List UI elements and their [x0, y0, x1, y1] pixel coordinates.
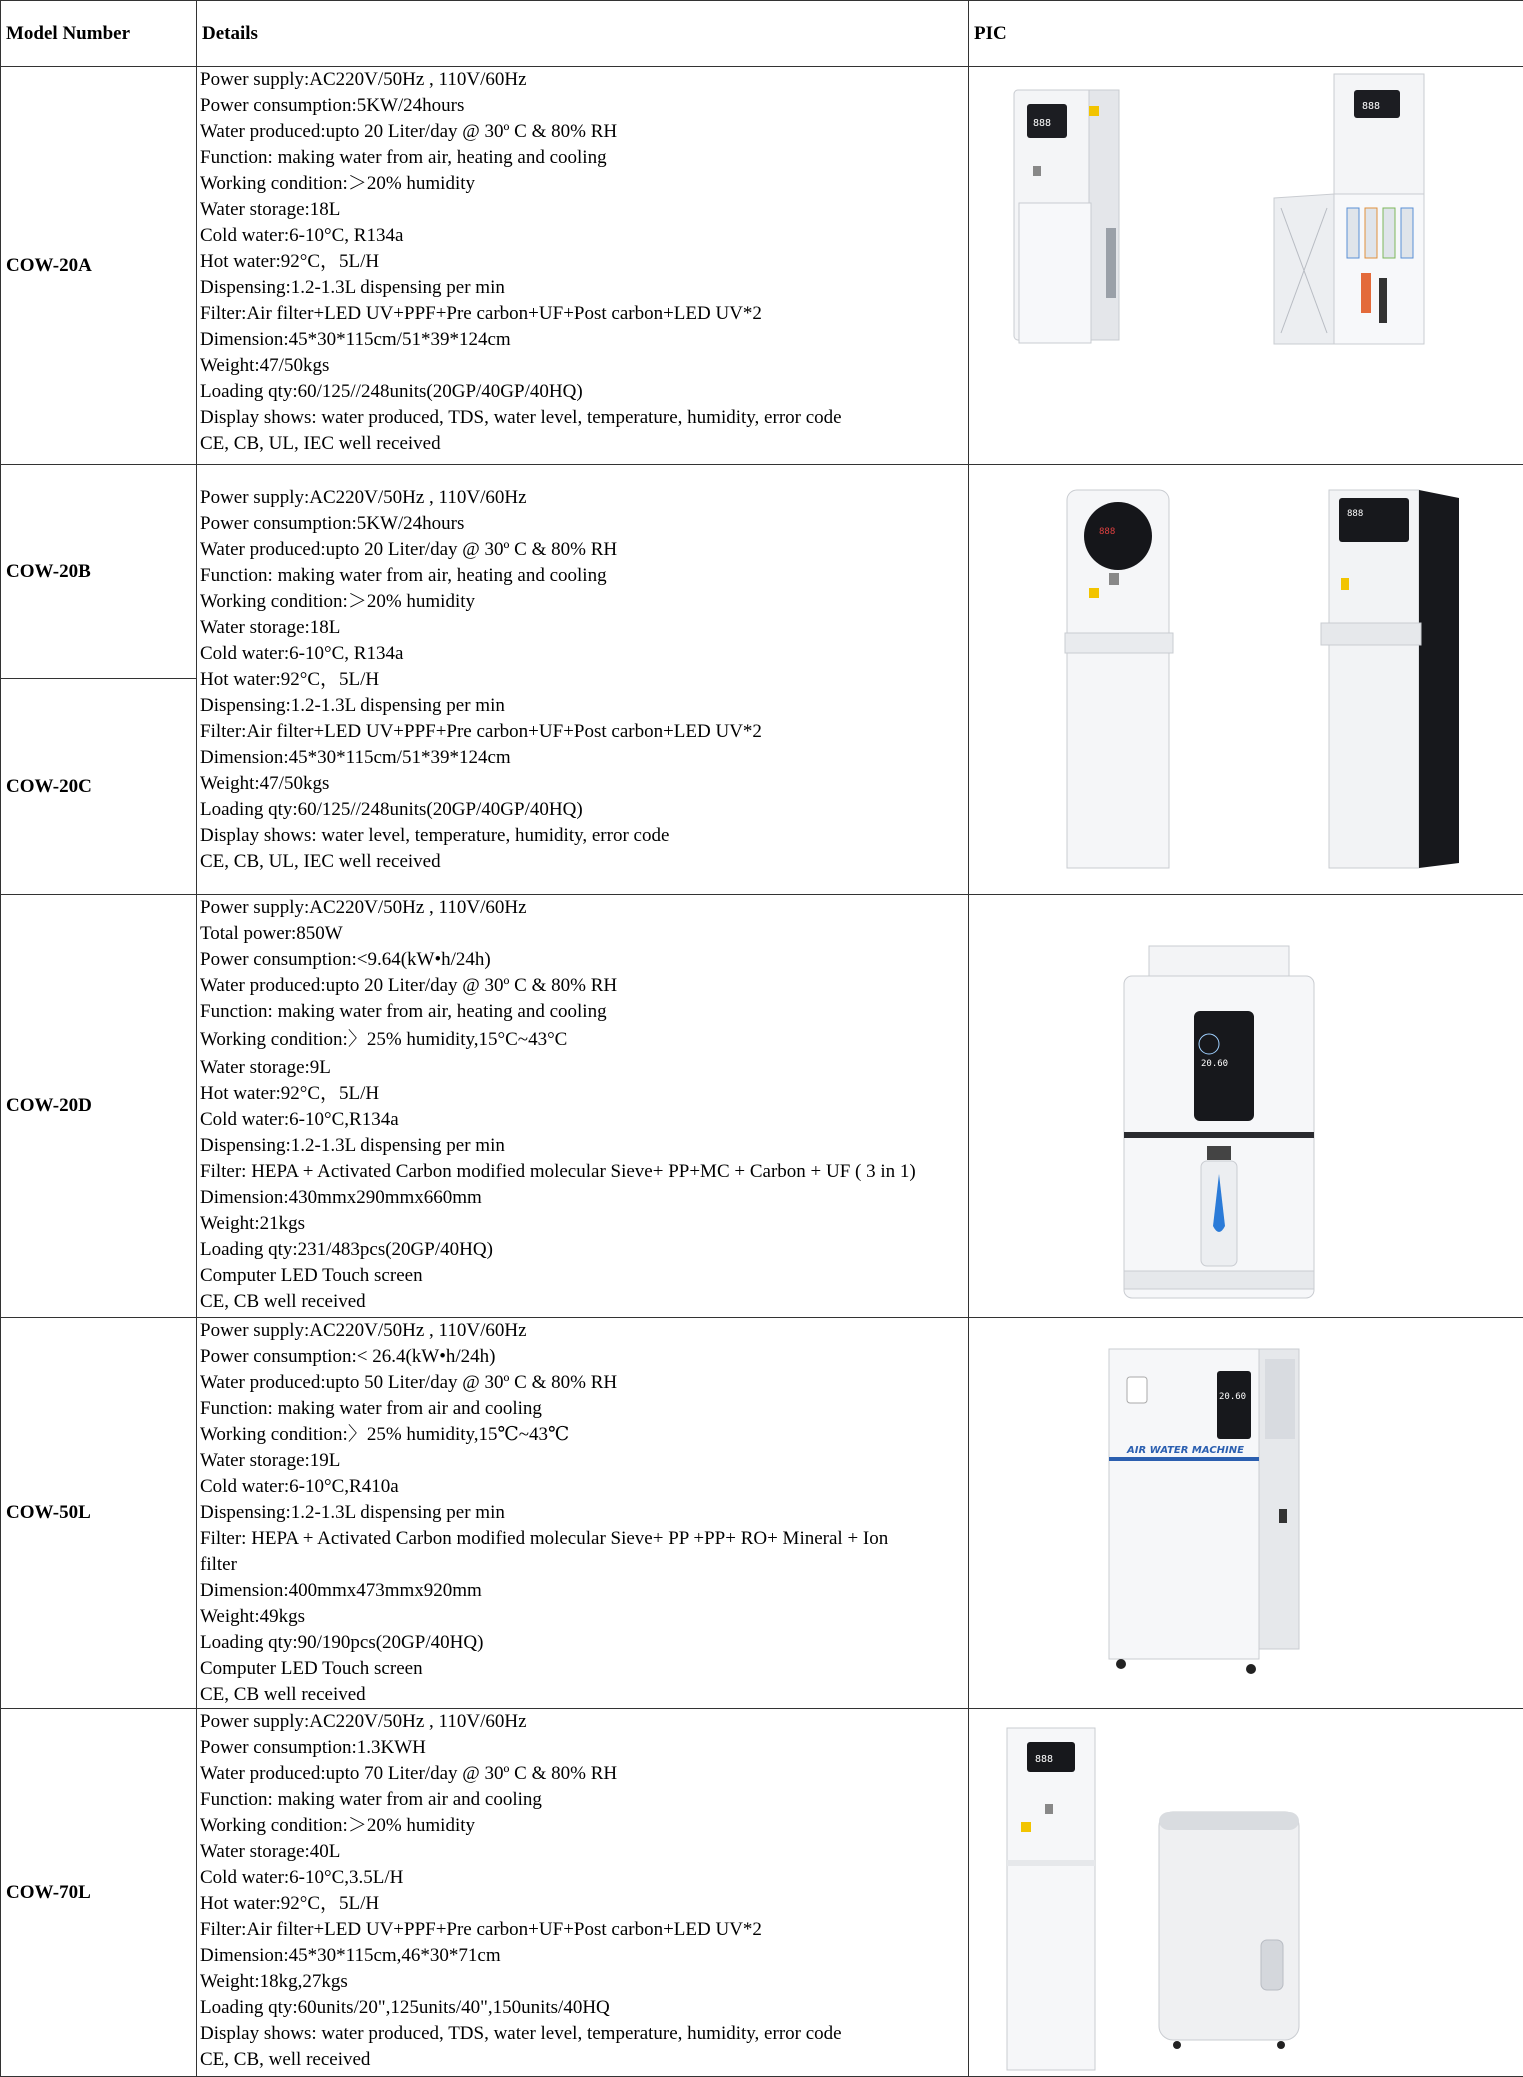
detail-line: Hot water:92°C，5L/H [200, 1891, 968, 1917]
details-cell [197, 1318, 969, 1709]
detail-line: Function: making water from air, heating and cooling [200, 999, 968, 1025]
product-image-cow-50l [969, 1319, 1522, 1708]
detail-line: Weight:49kgs [200, 1604, 968, 1630]
detail-line: Display shows: water produced, TDS, water level, temperature, humidity, error code [200, 2021, 968, 2047]
detail-line: filter [200, 1552, 968, 1578]
detail-line: Cold water:6-10°C, R134a [200, 641, 968, 667]
header-pic: PIC [969, 1, 1523, 67]
detail-line: Filter:Air filter+LED UV+PPF+Pre carbon+UF+Post carbon+LED UV*2 [200, 1917, 968, 1943]
detail-line: Water storage:9L [200, 1055, 968, 1081]
detail-line: Cold water:6-10°C,3.5L/H [200, 1865, 968, 1891]
display-readout-text: 20.60 [1219, 1392, 1246, 1402]
detail-line: Weight:47/50kgs [200, 353, 968, 379]
detail-line: Loading qty:60units/20",125units/40",150units/40HQ [200, 1995, 968, 2021]
detail-line: Hot water:92°C，5L/H [200, 249, 968, 275]
display-readout-text: 888 [1362, 101, 1380, 112]
detail-line: Loading qty:60/125//248units(20GP/40GP/40HQ) [200, 797, 968, 823]
detail-line: Display shows: water level, temperature, humidity, error code [200, 823, 968, 849]
detail-line: Water produced:upto 50 Liter/day @ 30º C & 80% RH [200, 1370, 968, 1396]
detail-line: Filter:Air filter+LED UV+PPF+Pre carbon+UF+Post carbon+LED UV*2 [200, 719, 968, 745]
detail-line: Water produced:upto 20 Liter/day @ 30º C & 80% RH [200, 119, 968, 145]
detail-line: Display shows: water produced, TDS, water level, temperature, humidity, error code [200, 405, 968, 431]
detail-line: Weight:47/50kgs [200, 771, 968, 797]
pic-cell [969, 1709, 1523, 2077]
detail-line: Power consumption:5KW/24hours [200, 93, 968, 119]
detail-line: Function: making water from air, heating and cooling [200, 563, 968, 589]
detail-line: Water storage:18L [200, 615, 968, 641]
machine-label-text: AIR WATER MACHINE [1126, 1445, 1244, 1456]
pic-cell [969, 67, 1523, 465]
detail-line: Dispensing:1.2-1.3L dispensing per min [200, 1133, 968, 1159]
detail-line: Hot water:92°C，5L/H [200, 667, 968, 693]
model-cell: COW-20B [1, 465, 197, 679]
detail-line: Weight:21kgs [200, 1211, 968, 1237]
detail-line: Power consumption:1.3KWH [200, 1735, 968, 1761]
detail-line: Hot water:92°C，5L/H [200, 1081, 968, 1107]
table-row [1, 67, 1523, 465]
detail-line: Power supply:AC220V/50Hz , 110V/60Hz [200, 1318, 968, 1344]
detail-line: Working condition:〉25% humidity,15°C~43°C [200, 1025, 968, 1055]
product-image-cow-20d [969, 896, 1522, 1317]
detail-line: Working condition:＞20% humidity [200, 1813, 968, 1839]
detail-line: Function: making water from air and cooling [200, 1396, 968, 1422]
detail-line: Power supply:AC220V/50Hz , 110V/60Hz [200, 895, 968, 921]
detail-line: Water produced:upto 20 Liter/day @ 30º C & 80% RH [200, 973, 968, 999]
display-readout-text: 888 [1033, 118, 1051, 129]
model-cell: COW-20A [1, 67, 197, 465]
model-cell: COW-20C [1, 679, 197, 895]
table-row [1, 895, 1523, 1318]
model-cell: COW-50L [1, 1318, 197, 1709]
product-image-cow-20b-20c [969, 468, 1522, 892]
detail-line: Dispensing:1.2-1.3L dispensing per min [200, 275, 968, 301]
detail-line: Computer LED Touch screen [200, 1263, 968, 1289]
table-row [1, 1709, 1523, 2077]
detail-line: Function: making water from air, heating and cooling [200, 145, 968, 171]
product-image-cow-70l [969, 1710, 1522, 2076]
detail-line: Loading qty:231/483pcs(20GP/40HQ) [200, 1237, 968, 1263]
detail-line: Filter: HEPA + Activated Carbon modified molecular Sieve+ PP +PP+ RO+ Mineral + Ion [200, 1526, 968, 1552]
detail-line: Power consumption:<9.64(kW•h/24h) [200, 947, 968, 973]
detail-line: Water storage:40L [200, 1839, 968, 1865]
header-model: Model Number [1, 1, 197, 67]
header-details: Details [197, 1, 969, 67]
details-cell [197, 1709, 969, 2077]
detail-line: Total power:850W [200, 921, 968, 947]
display-readout-text: 20.60 [1201, 1059, 1228, 1069]
detail-line: Working condition:＞20% humidity [200, 171, 968, 197]
detail-line: Power supply:AC220V/50Hz , 110V/60Hz [200, 67, 968, 93]
detail-line: Dispensing:1.2-1.3L dispensing per min [200, 1500, 968, 1526]
detail-line: Cold water:6-10°C, R134a [200, 223, 968, 249]
detail-line: Dimension:400mmx473mmx920mm [200, 1578, 968, 1604]
detail-line: Weight:18kg,27kgs [200, 1969, 968, 1995]
table-row [1, 1318, 1523, 1709]
detail-line: Water storage:19L [200, 1448, 968, 1474]
detail-line: CE, CB, UL, IEC well received [200, 849, 968, 875]
detail-line: Dimension:45*30*115cm,46*30*71cm [200, 1943, 968, 1969]
detail-line: Working condition:＞20% humidity [200, 589, 968, 615]
detail-line: CE, CB well received [200, 1682, 968, 1708]
display-readout-text: 888 [1099, 527, 1115, 537]
detail-line: Cold water:6-10°C,R410a [200, 1474, 968, 1500]
header-row [1, 1, 1523, 67]
detail-line: Computer LED Touch screen [200, 1656, 968, 1682]
detail-line: Filter:Air filter+LED UV+PPF+Pre carbon+UF+Post carbon+LED UV*2 [200, 301, 968, 327]
detail-line: Working condition:〉25% humidity,15℃~43℃ [200, 1422, 968, 1448]
product-image-cow-20a [969, 68, 1522, 464]
detail-line: Water produced:upto 70 Liter/day @ 30º C & 80% RH [200, 1761, 968, 1787]
details-cell [197, 67, 969, 465]
detail-line: Filter: HEPA + Activated Carbon modified molecular Sieve+ PP+MC + Carbon + UF ( 3 in 1) [200, 1159, 968, 1185]
detail-line: Loading qty:90/190pcs(20GP/40HQ) [200, 1630, 968, 1656]
detail-line: Power supply:AC220V/50Hz , 110V/60Hz [200, 485, 968, 511]
detail-line: CE, CB, well received [200, 2047, 968, 2073]
detail-line: Dimension:45*30*115cm/51*39*124cm [200, 745, 968, 771]
detail-line: Water produced:upto 20 Liter/day @ 30º C & 80% RH [200, 537, 968, 563]
pic-cell [969, 1318, 1523, 1709]
detail-line: Dispensing:1.2-1.3L dispensing per min [200, 693, 968, 719]
detail-line: CE, CB well received [200, 1289, 968, 1315]
details-cell [197, 465, 969, 895]
detail-line: Water storage:18L [200, 197, 968, 223]
detail-line: Cold water:6-10°C,R134a [200, 1107, 968, 1133]
details-cell [197, 895, 969, 1318]
model-cell: COW-20D [1, 895, 197, 1318]
pic-cell [969, 465, 1523, 895]
detail-line: Loading qty:60/125//248units(20GP/40GP/40HQ) [200, 379, 968, 405]
detail-line: Power supply:AC220V/50Hz , 110V/60Hz [200, 1709, 968, 1735]
detail-line: Function: making water from air and cooling [200, 1787, 968, 1813]
detail-line: CE, CB, UL, IEC well received [200, 431, 968, 457]
table-row [1, 465, 1523, 679]
display-readout-text: 888 [1035, 1754, 1053, 1765]
detail-line: Power consumption:5KW/24hours [200, 511, 968, 537]
model-cell: COW-70L [1, 1709, 197, 2077]
display-readout-text: 888 [1347, 509, 1363, 519]
detail-line: Power consumption:< 26.4(kW•h/24h) [200, 1344, 968, 1370]
detail-line: Dimension:430mmx290mmx660mm [200, 1185, 968, 1211]
pic-cell [969, 895, 1523, 1318]
detail-line: Dimension:45*30*115cm/51*39*124cm [200, 327, 968, 353]
